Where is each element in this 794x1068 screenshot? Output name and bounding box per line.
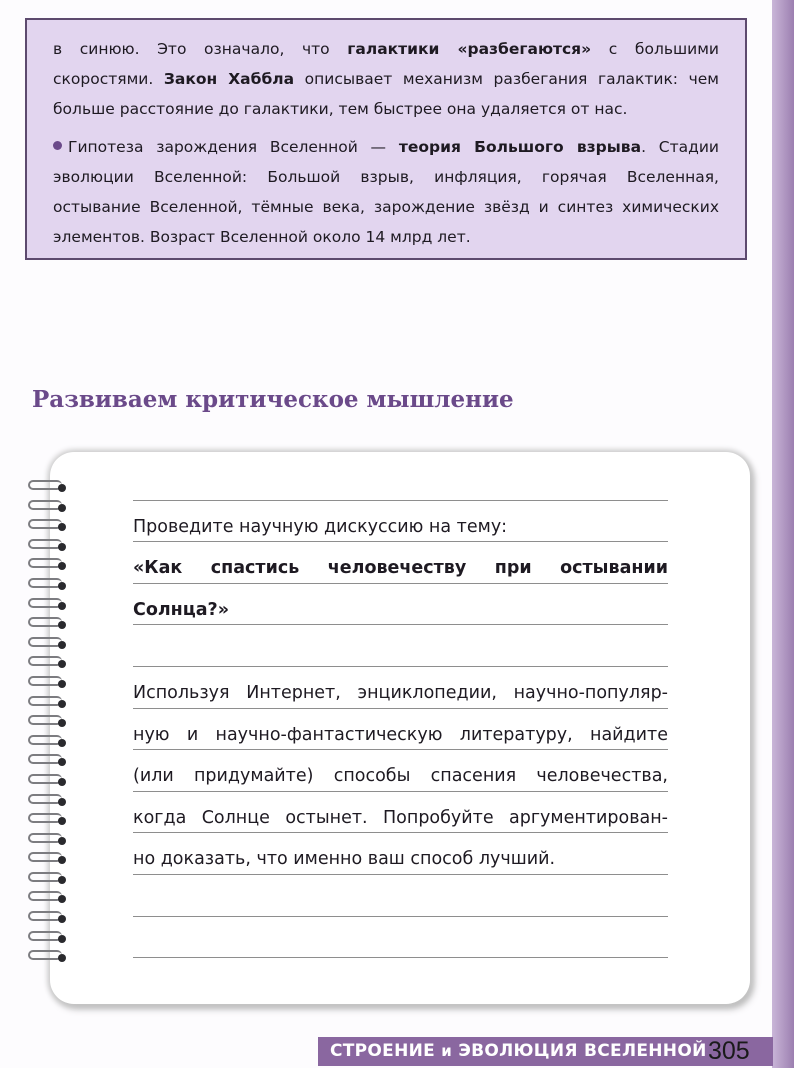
spiral-ring [24,635,74,655]
spiral-ring [24,752,74,772]
spiral-ring [24,772,74,792]
page-number: 305 [708,1037,750,1065]
discussion-topic: «Как спастись человечеству при остывании [133,542,668,584]
spiral-binding-icon [24,478,74,968]
spiral-ring [24,733,74,753]
spiral-ring [24,674,74,694]
spiral-ring [24,576,74,596]
task-text: но доказать, что именно ваш способ лучший. [133,833,668,875]
spiral-ring [24,889,74,909]
notebook-line [133,875,668,917]
page-edge [772,0,794,1068]
spiral-ring [24,537,74,557]
body-text: с большими скоростями. [53,40,720,88]
body-text: в синюю. Это означало, что [53,40,348,58]
body-text: . Стадии эволюции Вселенной: Большой взрыв, инфляция, горячая Вселенная, остывание Вселенной, тёмные века, зарождение звёзд и синтез химических элементов. Возраст Вселенной около 14 млрд лет. [53,138,719,246]
chapter-footer [318,1037,773,1066]
chapter-title-part: ЭВОЛЮЦИЯ ВСЕЛЕННОЙ [458,1041,707,1061]
task-text: ную и научно-фантастическую литературу, найдите [133,709,668,751]
summary-paragraph-2 [53,132,719,252]
body-text: Гипотеза зарождения Вселенной — [68,138,399,156]
spiral-ring [24,713,74,733]
task-intro: Проведите научную дискуссию на тему: [133,501,668,543]
spiral-ring [24,478,74,498]
chapter-title-part: и [441,1042,453,1060]
spiral-ring [24,929,74,949]
spiral-ring [24,850,74,870]
chapter-title [330,1041,707,1061]
spiral-ring [24,615,74,635]
spiral-ring [24,556,74,576]
section-heading: Развиваем критическое мышление [32,386,514,413]
spiral-ring [24,948,74,968]
notebook-line [133,459,668,501]
spiral-ring [24,498,74,518]
spiral-ring [24,870,74,890]
notebook-line [133,917,668,959]
spiral-ring [24,831,74,851]
spiral-ring [24,596,74,616]
task-text: когда Солнце остынет. Попробуйте аргументирован- [133,792,668,834]
chapter-title-part: СТРОЕНИЕ [330,1041,436,1061]
spiral-ring [24,792,74,812]
spiral-ring [24,909,74,929]
bullet-icon [53,141,62,150]
task-text: Используя Интернет, энциклопедии, научно-популяр- [133,667,668,709]
spiral-ring [24,517,74,537]
spiral-ring [24,694,74,714]
emphasis-text: галактики «разбегаются» [347,40,592,58]
emphasis-text: Закон Хаббла [163,70,295,88]
spiral-ring [24,654,74,674]
notebook-lines [133,459,668,958]
summary-box [25,18,747,260]
emphasis-text: теория Большого взрыва [398,138,642,156]
summary-paragraph-1 [53,34,719,124]
notebook-line [133,625,668,667]
spiral-ring [24,811,74,831]
body-text: описывает механизм разбегания галактик: чем больше расстояние до галактики, тем быстрее она удаляется от нас. [53,70,719,118]
task-text: (или придумайте) способы спасения человечества, [133,750,668,792]
discussion-topic: Солнца?» [133,584,668,626]
